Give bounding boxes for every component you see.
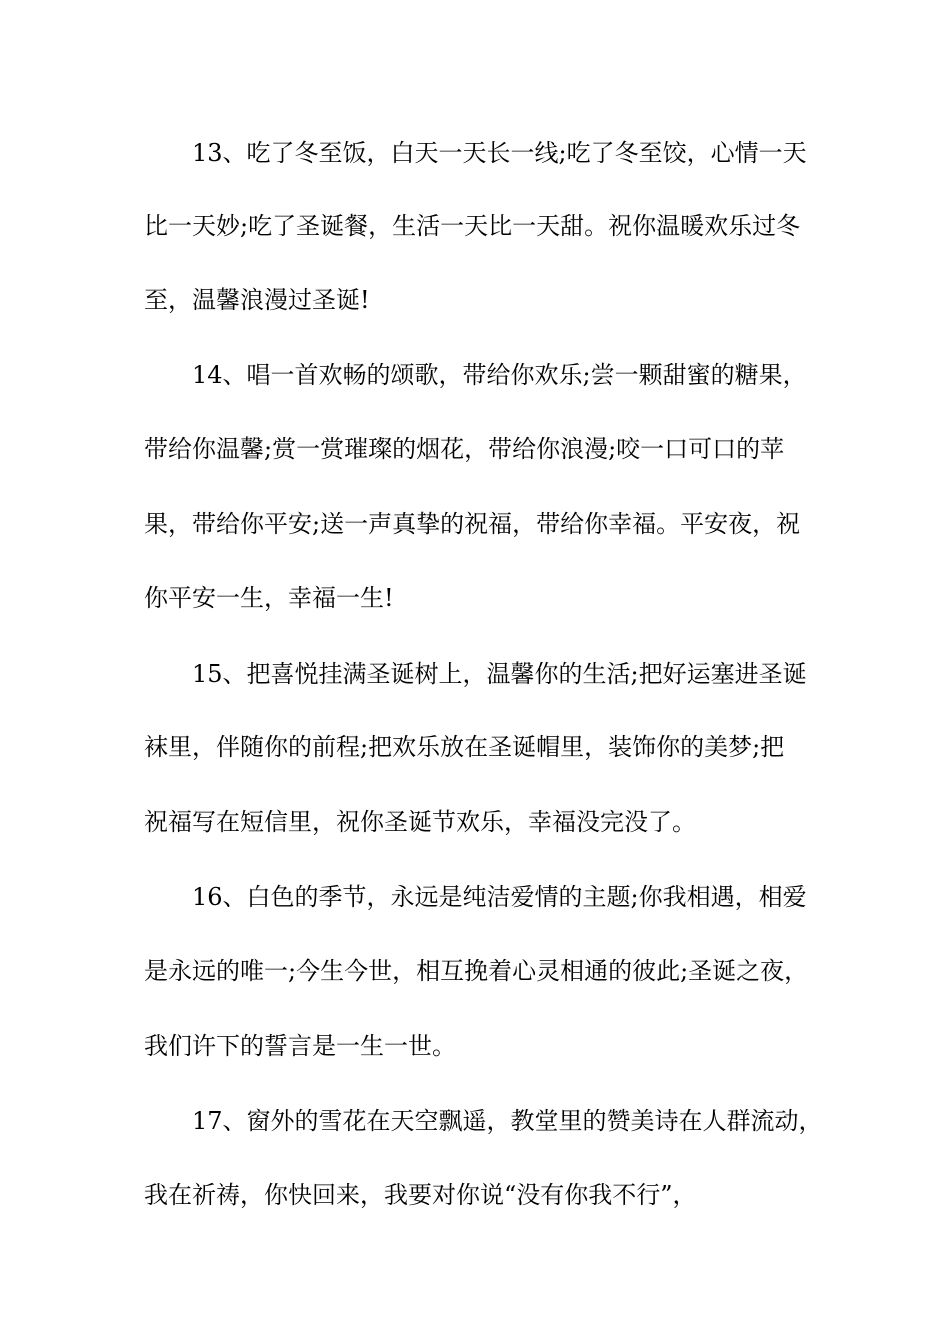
paragraph-14-line-2: 带给你温馨;赏一赏璀璨的烟花，带给你浪漫;咬一口可口的苹 — [144, 435, 785, 463]
paragraph-13-line-2: 比一天妙;吃了圣诞餐，生活一天比一天甜。祝你温暖欢乐过冬 — [144, 212, 801, 240]
paragraph-16-line-3: 我们许下的誓言是一生一世。 — [144, 1032, 456, 1060]
paragraph-13-line-3: 至，温馨浪漫过圣诞! — [144, 286, 370, 314]
paragraph-14-line-3: 果，带给你平安;送一声真挚的祝福，带给你幸福。平安夜，祝 — [144, 510, 801, 538]
paragraph-16-line-1: 16、白色的季节，永远是纯洁爱情的主题;你我相遇，相爱 — [192, 883, 807, 911]
paragraph-14-line-1: 14、唱一首欢畅的颂歌，带给你欢乐;尝一颗甜蜜的糖果， — [192, 361, 807, 389]
paragraph-17-line-1: 17、窗外的雪花在天空飘遥，教堂里的赞美诗在人群流动， — [192, 1107, 823, 1135]
paragraph-14-line-4: 你平安一生，幸福一生! — [144, 584, 394, 612]
paragraph-15-line-3: 祝福写在短信里，祝你圣诞节欢乐，幸福没完没了。 — [144, 808, 696, 836]
paragraph-15-line-2: 袜里，伴随你的前程;把欢乐放在圣诞帽里，装饰你的美梦;把 — [144, 733, 785, 761]
paragraph-15-line-1: 15、把喜悦挂满圣诞树上，温馨你的生活;把好运塞进圣诞 — [192, 660, 807, 688]
paragraph-13-line-1: 13、吃了冬至饭，白天一天长一线;吃了冬至饺，心情一天 — [192, 139, 807, 167]
paragraph-16-line-2: 是永远的唯一;今生今世，相互挽着心灵相通的彼此;圣诞之夜， — [144, 957, 809, 985]
paragraph-17-line-2: 我在祈祷，你快回来，我要对你说“没有你我不行”， — [144, 1181, 697, 1209]
